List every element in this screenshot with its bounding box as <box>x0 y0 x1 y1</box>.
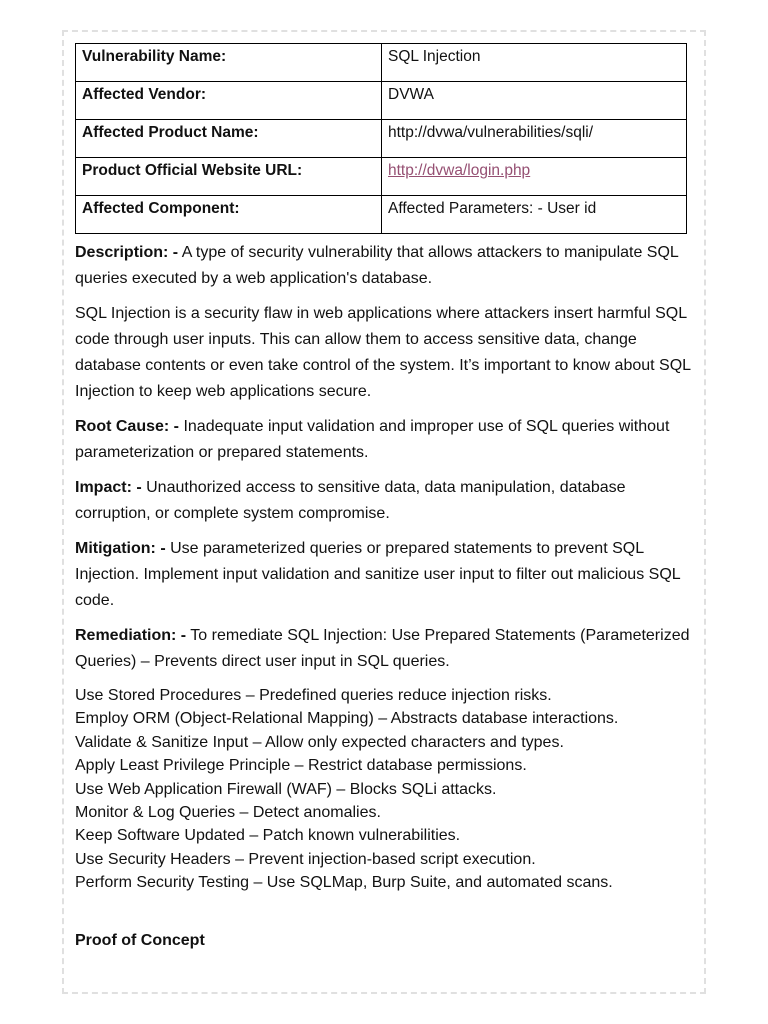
impact-paragraph <box>75 475 695 527</box>
root-cause-label: Root Cause: - <box>75 418 179 435</box>
description-paragraph <box>75 240 695 292</box>
table-row <box>76 82 687 120</box>
mitigation-label: Mitigation: - <box>75 540 166 557</box>
website-url-link[interactable]: http://dvwa/login.php <box>388 162 531 179</box>
report-body <box>75 240 695 954</box>
website-url-cell <box>382 158 687 196</box>
list-item: Employ ORM (Object-Relational Mapping) – Abstracts database interactions. <box>75 710 619 728</box>
remediation-paragraph <box>75 623 695 675</box>
vulnerability-name-value: SQL Injection <box>382 44 687 82</box>
remediation-text: To remediate SQL Injection: Use Prepared Statements (Parameterized Queries) – Prevents direct user input in SQL queries. <box>75 627 690 670</box>
list-item: Apply Least Privilege Principle – Restrict database permissions. <box>75 757 527 775</box>
list-item: Validate & Sanitize Input – Allow only expected characters and types. <box>75 733 564 751</box>
affected-vendor-value: DVWA <box>382 82 687 120</box>
list-item: Keep Software Updated – Patch known vulnerabilities. <box>75 827 461 845</box>
mitigation-text: Use parameterized queries or prepared statements to prevent SQL Injection. Implement input validation and sanitize user input to filter out malicious SQL code. <box>75 540 681 609</box>
impact-text: Unauthorized access to sensitive data, data manipulation, database corruption, or complete system compromise. <box>75 479 626 522</box>
vulnerability-info-table <box>75 43 687 234</box>
remediation-steps-list <box>75 684 695 895</box>
table-row <box>76 44 687 82</box>
vulnerability-name-label: Vulnerability Name: <box>76 44 382 82</box>
mitigation-paragraph <box>75 536 695 614</box>
description-label: Description: - <box>75 244 179 261</box>
affected-component-label: Affected Component: <box>76 196 382 234</box>
remediation-label: Remediation: - <box>75 627 187 644</box>
description-text: A type of security vulnerability that allows attackers to manipulate SQL queries executed by a web application's database. <box>75 244 679 287</box>
proof-of-concept-heading: Proof of Concept <box>75 931 205 949</box>
affected-product-label: Affected Product Name: <box>76 120 382 158</box>
affected-product-value: http://dvwa/vulnerabilities/sqli/ <box>382 120 687 158</box>
website-url-label: Product Official Website URL: <box>76 158 382 196</box>
affected-component-value: Affected Parameters: - User id <box>382 196 687 234</box>
table-row <box>76 120 687 158</box>
table-row <box>76 196 687 234</box>
list-item: Use Security Headers – Prevent injection-based script execution. <box>75 850 536 868</box>
list-item: Monitor & Log Queries – Detect anomalies. <box>75 804 381 822</box>
root-cause-text: Inadequate input validation and improper use of SQL queries without parameterization or prepared statements. <box>75 418 670 461</box>
intro-paragraph: SQL Injection is a security flaw in web applications where attackers insert harmful SQL code through user inputs. This can allow them to access sensitive data, change database contents or even take control of the system. It’s important to know about SQL Injection to keep web applications secure. <box>75 305 691 400</box>
affected-vendor-label: Affected Vendor: <box>76 82 382 120</box>
table-row <box>76 158 687 196</box>
list-item: Perform Security Testing – Use SQLMap, Burp Suite, and automated scans. <box>75 874 613 892</box>
list-item: Use Stored Procedures – Predefined queries reduce injection risks. <box>75 687 552 704</box>
list-item: Use Web Application Firewall (WAF) – Blocks SQLi attacks. <box>75 780 497 798</box>
root-cause-paragraph <box>75 414 695 466</box>
impact-label: Impact: - <box>75 479 142 496</box>
